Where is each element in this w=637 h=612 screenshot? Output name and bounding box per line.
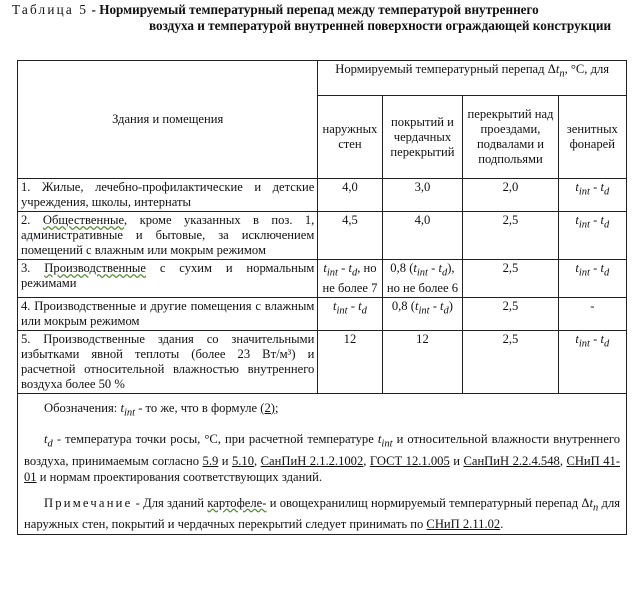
cell-roofs: 3,0: [382, 179, 463, 212]
cell-skylights: -: [558, 297, 626, 330]
cell-roofs: 0,8 $(t_{int} - t_d)$, но не более 6: [382, 260, 463, 298]
header-row-1: [18, 61, 627, 96]
table-row: [18, 297, 627, 330]
cell-floors: 2,5: [463, 297, 558, 330]
cell-floors: 2,5: [463, 330, 558, 393]
cell-skylights: $t_{int} - t_d$: [558, 260, 626, 298]
notes-row: [18, 393, 627, 535]
formula-2-link[interactable]: (2): [260, 400, 275, 415]
header-walls: наружных стен: [318, 96, 382, 179]
table-row: [18, 330, 627, 393]
gost-12-1-005-link[interactable]: ГОСТ 12.1.005: [369, 453, 450, 468]
row-label: 2. Общественные, кроме указанных в поз. 1, административные и бытовые, за исключением помещений с влажным или мокрым режимом: [18, 212, 318, 260]
table-row: [18, 179, 627, 212]
public-buildings-link[interactable]: Общественные: [42, 213, 125, 227]
header-skylights: зенитных фонарей: [558, 96, 626, 179]
norm-table: [17, 60, 627, 535]
note-label: Примечание: [44, 495, 133, 510]
snip-41-01-link[interactable]: СНиП 41-01: [24, 453, 621, 484]
ref-5-10-link[interactable]: 5.10: [231, 453, 254, 468]
dew-point-paragraph: $t_d$ - температура точки росы, °С, при расчетной температуре $t_{int}$ и относительной влажности внутреннего воздуха, принимаемым согласно 5.9 и 5.10, СанПиН 2.1.2.1002, ГОСТ 12.1.005 и СанПиН 2.2.4.548, СНиП 41-01 и нормам проектирования соответствующих зданий.: [24, 432, 621, 484]
cell-skylights: $t_{int} - t_d$: [558, 212, 626, 260]
row-label: 3. Производственные с сухим и нормальным режимами: [18, 260, 318, 298]
row-label: 4. Производственные и другие помещения с влажным или мокрым режимом: [18, 297, 318, 330]
potato-storage-link[interactable]: картофеле-: [207, 495, 267, 510]
row-label: 1. Жилые, лечебно-профилактические и детские учреждения, школы, интернаты: [18, 179, 318, 212]
row-label: 5. Производственные здания со значительными избытками явной теплоты (более 23 Вт/м³) и расчетной относительной влажностью внутреннего воздуха более 50 %: [18, 330, 318, 393]
header-group: Нормируемый температурный перепад $\Delta t_n$, °С, для: [318, 61, 627, 96]
industrial-buildings-link[interactable]: Производственные: [44, 261, 146, 275]
note-paragraph: Примечание - Для зданий картофеле- и овощехранилищ нормируемый температурный перепад $\Delta t_n$ для наружных стен, покрытий и чердачных перекрытий следует принимать по СНиП 2.11.02.: [24, 495, 621, 532]
cell-floors: 2,5: [463, 212, 558, 260]
designations-paragraph: Обозначения: $t_{int}$ - то же, что в формуле (2);: [44, 400, 279, 419]
header-buildings: Здания и помещения: [18, 61, 318, 179]
cell-walls: $t_{int} - t_d$: [318, 297, 382, 330]
caption-title-line1: - Нормируемый температурный перепад между температурой внутреннего: [91, 2, 539, 17]
cell-floors: 2,5: [463, 260, 558, 298]
cell-skylights: $t_{int} - t_d$: [558, 179, 626, 212]
table-row: [18, 260, 627, 298]
cell-roofs: 12: [382, 330, 463, 393]
cell-walls: 4,5: [318, 212, 382, 260]
snip-2-11-02-link[interactable]: СНиП 2.11.02: [426, 517, 501, 532]
cell-walls: $t_{int} - t_d$, но не более 7: [318, 260, 382, 298]
notes-cell: [18, 393, 627, 535]
caption-title-line2: воздуха и температурой внутренней поверхности ограждающей конструкции: [149, 18, 612, 33]
header-roofs: покрытий и чердачных перекрытий: [382, 96, 463, 179]
ref-5-9-link[interactable]: 5.9: [202, 453, 219, 468]
cell-walls: 4,0: [318, 179, 382, 212]
cell-roofs: 4,0: [382, 212, 463, 260]
header-floors: перекрытий над проездами, подвалами и подпольями: [463, 96, 558, 179]
sanpin-2-2-4-548-link[interactable]: СанПиН 2.2.4.548: [463, 453, 560, 468]
cell-roofs: 0,8 $(t_{int} - t_d)$: [382, 297, 463, 330]
caption-label: Таблица 5: [12, 2, 89, 17]
cell-floors: 2,0: [463, 179, 558, 212]
cell-skylights: $t_{int} - t_d$: [558, 330, 626, 393]
table-row: [18, 212, 627, 260]
cell-walls: 12: [318, 330, 382, 393]
table-caption: [12, 2, 630, 34]
sanpin-2-1-2-1002-link[interactable]: СанПиН 2.1.2.1002: [260, 453, 364, 468]
